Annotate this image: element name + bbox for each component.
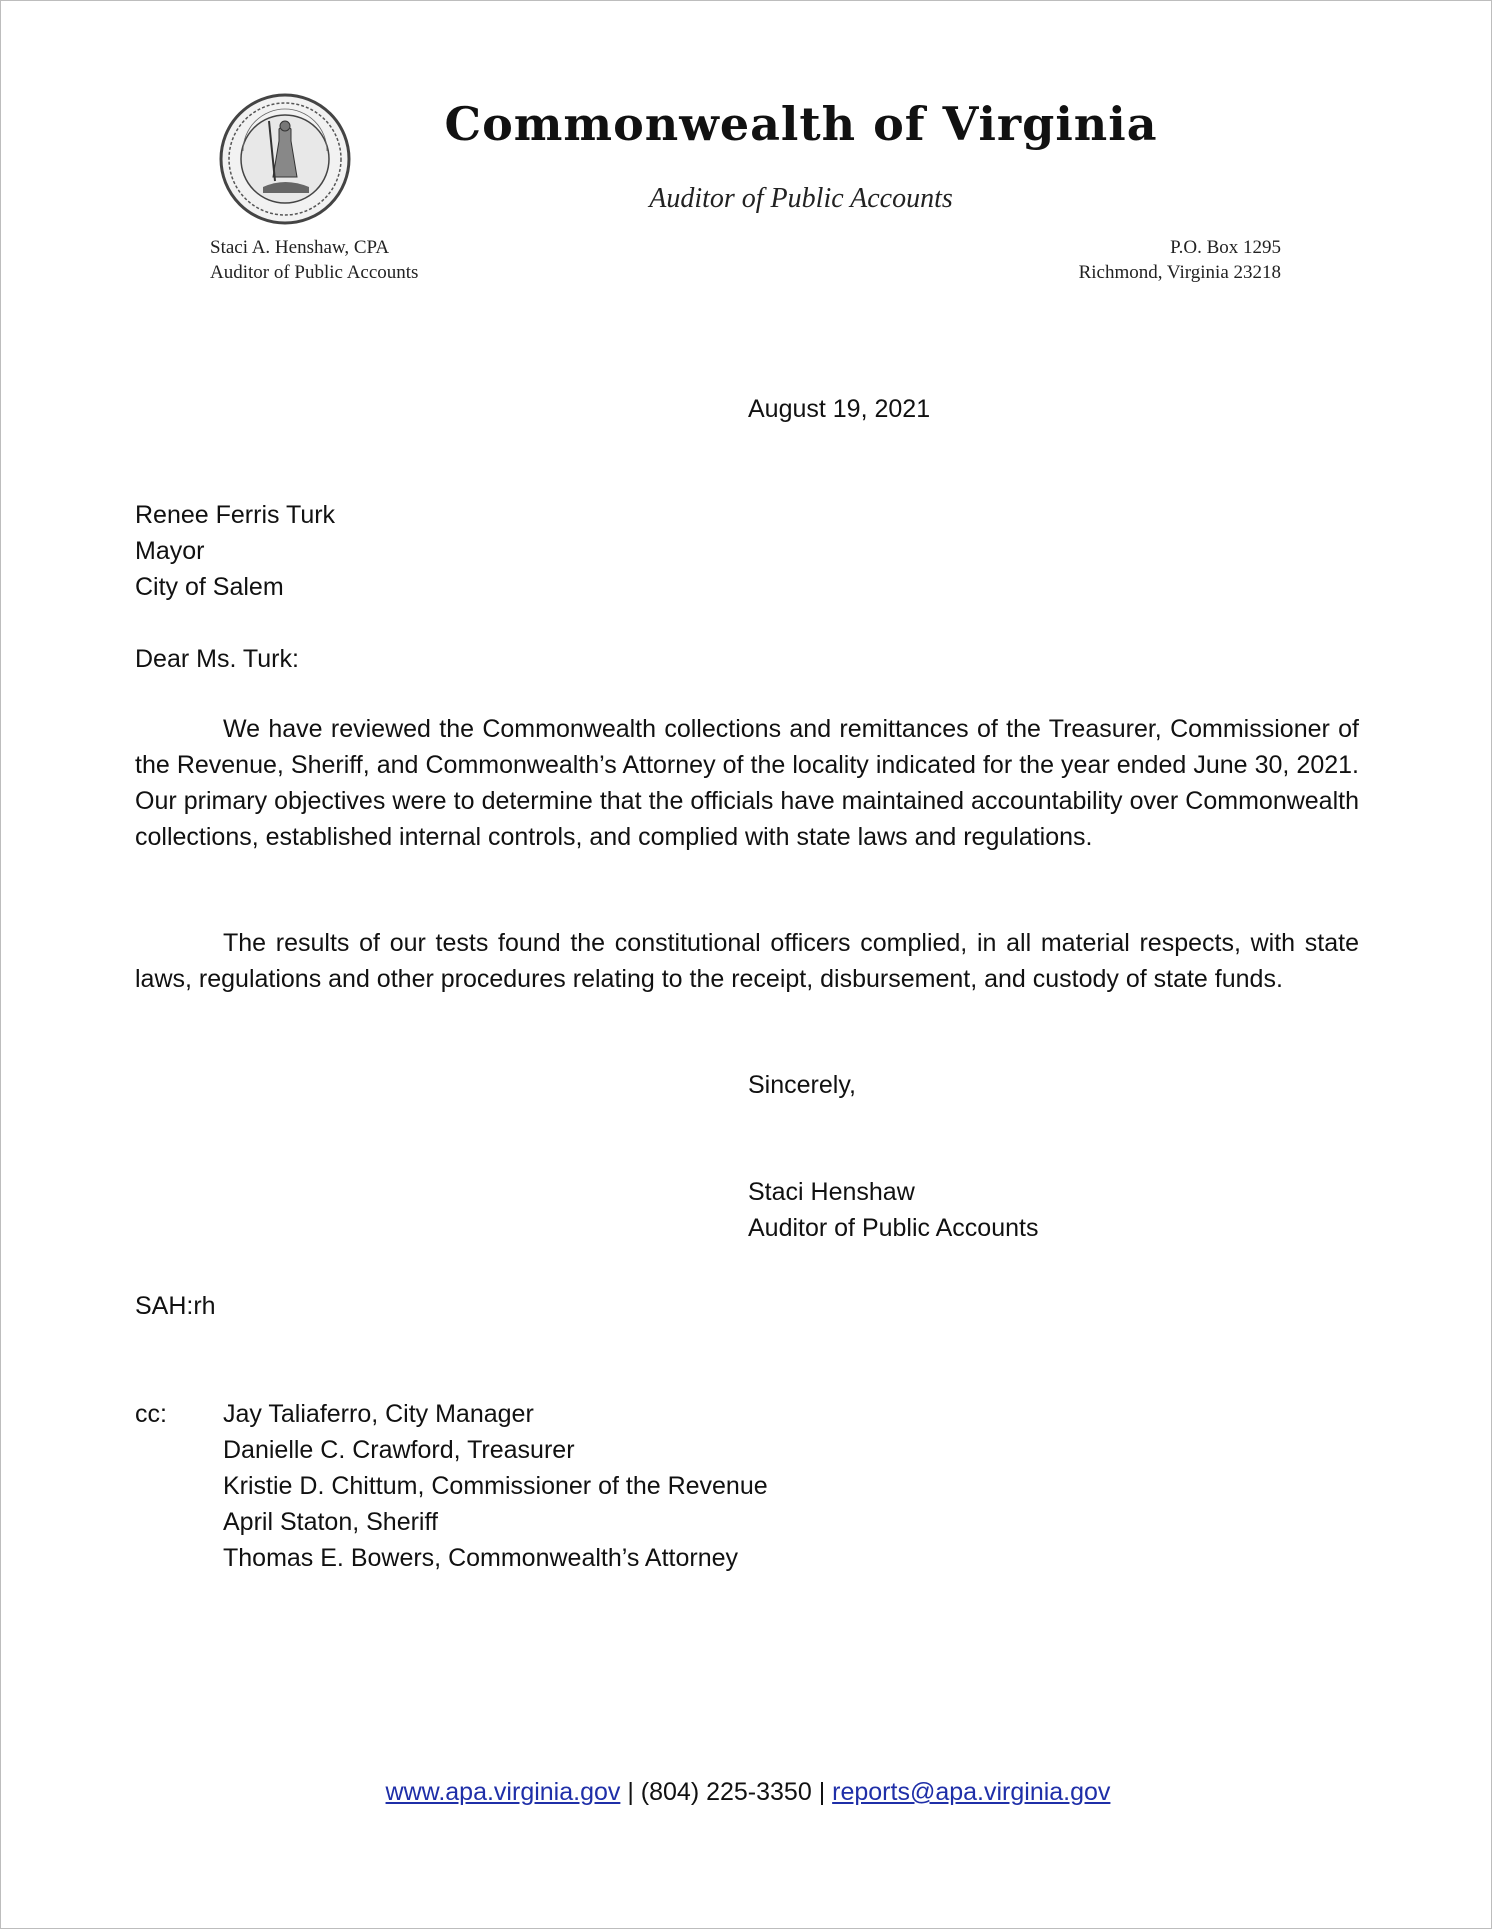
recipient-block bbox=[135, 497, 335, 605]
recipient-organization: City of Salem bbox=[135, 573, 284, 601]
reference-initials: SAH:rh bbox=[135, 1292, 216, 1320]
sender-title: Auditor of Public Accounts bbox=[210, 262, 419, 283]
letter-date: August 19, 2021 bbox=[748, 395, 931, 423]
cc-recipient: Jay Taliaferro, City Manager bbox=[223, 1400, 534, 1428]
closing: Sincerely, bbox=[748, 1071, 856, 1099]
cc-recipient: April Staton, Sheriff bbox=[223, 1508, 438, 1536]
recipient-title: Mayor bbox=[135, 537, 205, 565]
phone-number: (804) 225-3350 bbox=[640, 1778, 812, 1806]
email-link[interactable]: reports@apa.virginia.gov bbox=[832, 1778, 1111, 1806]
cc-recipient: Danielle C. Crawford, Treasurer bbox=[223, 1436, 575, 1464]
signer-name: Staci Henshaw bbox=[748, 1178, 915, 1206]
sender-block bbox=[210, 235, 418, 285]
letterhead-title: Commonwealth of Virginia bbox=[444, 97, 1158, 151]
footer-separator: | bbox=[811, 1778, 833, 1806]
cc-recipient: Kristie D. Chittum, Commissioner of the Revenue bbox=[223, 1472, 768, 1500]
footer-separator: | bbox=[620, 1778, 641, 1806]
address-block bbox=[1079, 235, 1281, 285]
cc-list bbox=[223, 1396, 768, 1576]
footer bbox=[1, 1778, 1494, 1807]
signer-title: Auditor of Public Accounts bbox=[748, 1214, 1039, 1242]
website-link[interactable]: www.apa.virginia.gov bbox=[385, 1778, 621, 1806]
cc-recipient: Thomas E. Bowers, Commonwealth’s Attorney bbox=[223, 1544, 739, 1572]
address-city: Richmond, Virginia 23218 bbox=[1078, 262, 1281, 283]
address-po-box: P.O. Box 1295 bbox=[1170, 237, 1281, 258]
body-paragraph: The results of our tests found the constitutional officers complied, in all material respects, with state laws, regulations and other procedures relating to the receipt, disbursement, and custody of state funds. bbox=[135, 929, 1359, 993]
letterhead-subtitle: Auditor of Public Accounts bbox=[649, 183, 953, 214]
signature-block bbox=[748, 1174, 1038, 1246]
salutation: Dear Ms. Turk: bbox=[135, 645, 299, 673]
recipient-name: Renee Ferris Turk bbox=[135, 501, 336, 529]
sender-name: Staci A. Henshaw, CPA bbox=[210, 237, 390, 258]
body-paragraph: We have reviewed the Commonwealth collections and remittances of the Treasurer, Commissioner of the Revenue, Sheriff, and Commonwealth’s Attorney of the locality indicated for the year ended June 30, 2021. Our primary objectives were to determine that the officials have maintained accountability over Commonwealth collections, established internal controls, and complied with state laws and regulations. bbox=[135, 715, 1359, 851]
cc-label: cc: bbox=[135, 1400, 167, 1428]
